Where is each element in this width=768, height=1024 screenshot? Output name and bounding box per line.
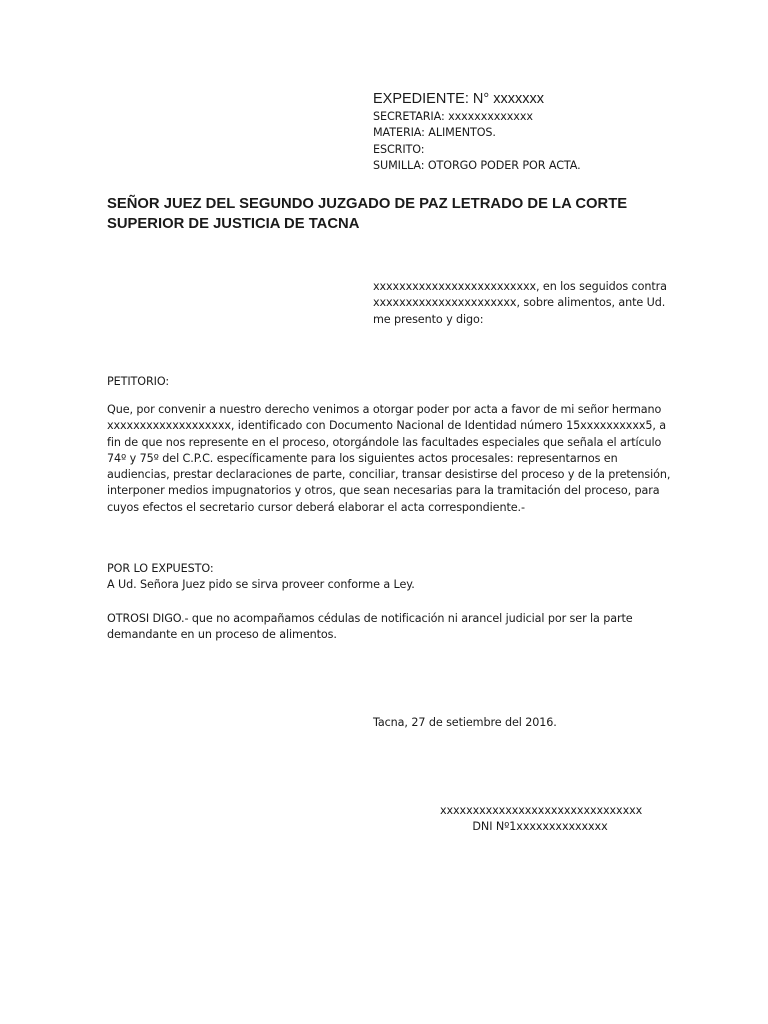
petitorio-line: fin de que nos represente en el proceso, otorgándole las facultades especiales que señala el artículo <box>107 435 662 449</box>
expuesto-text: A Ud. Señora Juez pido se sirva proveer conforme a Ley. <box>107 578 415 592</box>
secretaria-line: SECRETARIA: xxxxxxxxxxxxx <box>373 110 533 123</box>
petitorio-line: Que, por convenir a nuestro derecho venimos a otorgar poder por acta a favor de mi señor hermano <box>107 403 662 416</box>
addressee-line-1: SEÑOR JUEZ DEL SEGUNDO JUZGADO DE PAZ LETRADO DE LA CORTE <box>107 196 628 212</box>
case-header <box>373 91 673 174</box>
petitorio-body <box>107 402 671 516</box>
intro-paragraph <box>373 279 673 328</box>
signature-block <box>440 803 643 836</box>
petitorio-line: audiencias, prestar declaraciones de parte, conciliar, transar desistirse del proceso y de la pretensión, <box>107 468 671 482</box>
otrosi-line-2: demandante en un proceso de alimentos. <box>107 628 337 642</box>
document-date: Tacna, 27 de setiembre del 2016. <box>373 716 557 729</box>
signatory-name: xxxxxxxxxxxxxxxxxxxxxxxxxxxxxxx <box>440 804 643 817</box>
materia-line: MATERIA: ALIMENTOS. <box>373 126 496 140</box>
intro-line-1: xxxxxxxxxxxxxxxxxxxxxxxxx, en los seguidos contra <box>373 280 667 293</box>
escrito-line: ESCRITO: <box>373 142 425 156</box>
sumilla-line: SUMILLA: OTORGO PODER POR ACTA. <box>373 158 581 172</box>
petitorio-line: cuyos efectos el secretario cursor deberá elaborar el acta correspondiente.- <box>107 500 525 514</box>
petitorio-line: 74º y 75º del C.P.C. específicamente para los siguientes actos procesales: representarnos en <box>107 451 618 465</box>
addressee-line-2: SUPERIOR DE JUSTICIA DE TACNA <box>107 216 360 232</box>
addressee-heading <box>107 194 667 234</box>
expuesto-section <box>107 561 667 594</box>
intro-line-2: xxxxxxxxxxxxxxxxxxxxxx, sobre alimentos, ante Ud. <box>373 296 666 310</box>
otrosi-section <box>107 611 667 644</box>
petitorio-heading: PETITORIO: <box>107 375 170 388</box>
intro-line-3: me presento y digo: <box>373 312 484 326</box>
otrosi-line-1: OTROSI DIGO.- que no acompañamos cédulas de notificación ni arancel judicial por ser la parte <box>107 612 633 625</box>
expuesto-heading: POR LO EXPUESTO: <box>107 562 214 575</box>
petitorio-line: xxxxxxxxxxxxxxxxxxx, identificado con Documento Nacional de Identidad número 15xxxxxxxxxx5, a <box>107 419 667 433</box>
signatory-dni: DNI Nº1xxxxxxxxxxxxxx <box>472 820 608 834</box>
petitorio-line: interponer medios impugnatorios y otros, que sean necesarias para la tramitación del proceso, para <box>107 484 660 498</box>
expediente-number: EXPEDIENTE: N° xxxxxxx <box>373 91 544 107</box>
